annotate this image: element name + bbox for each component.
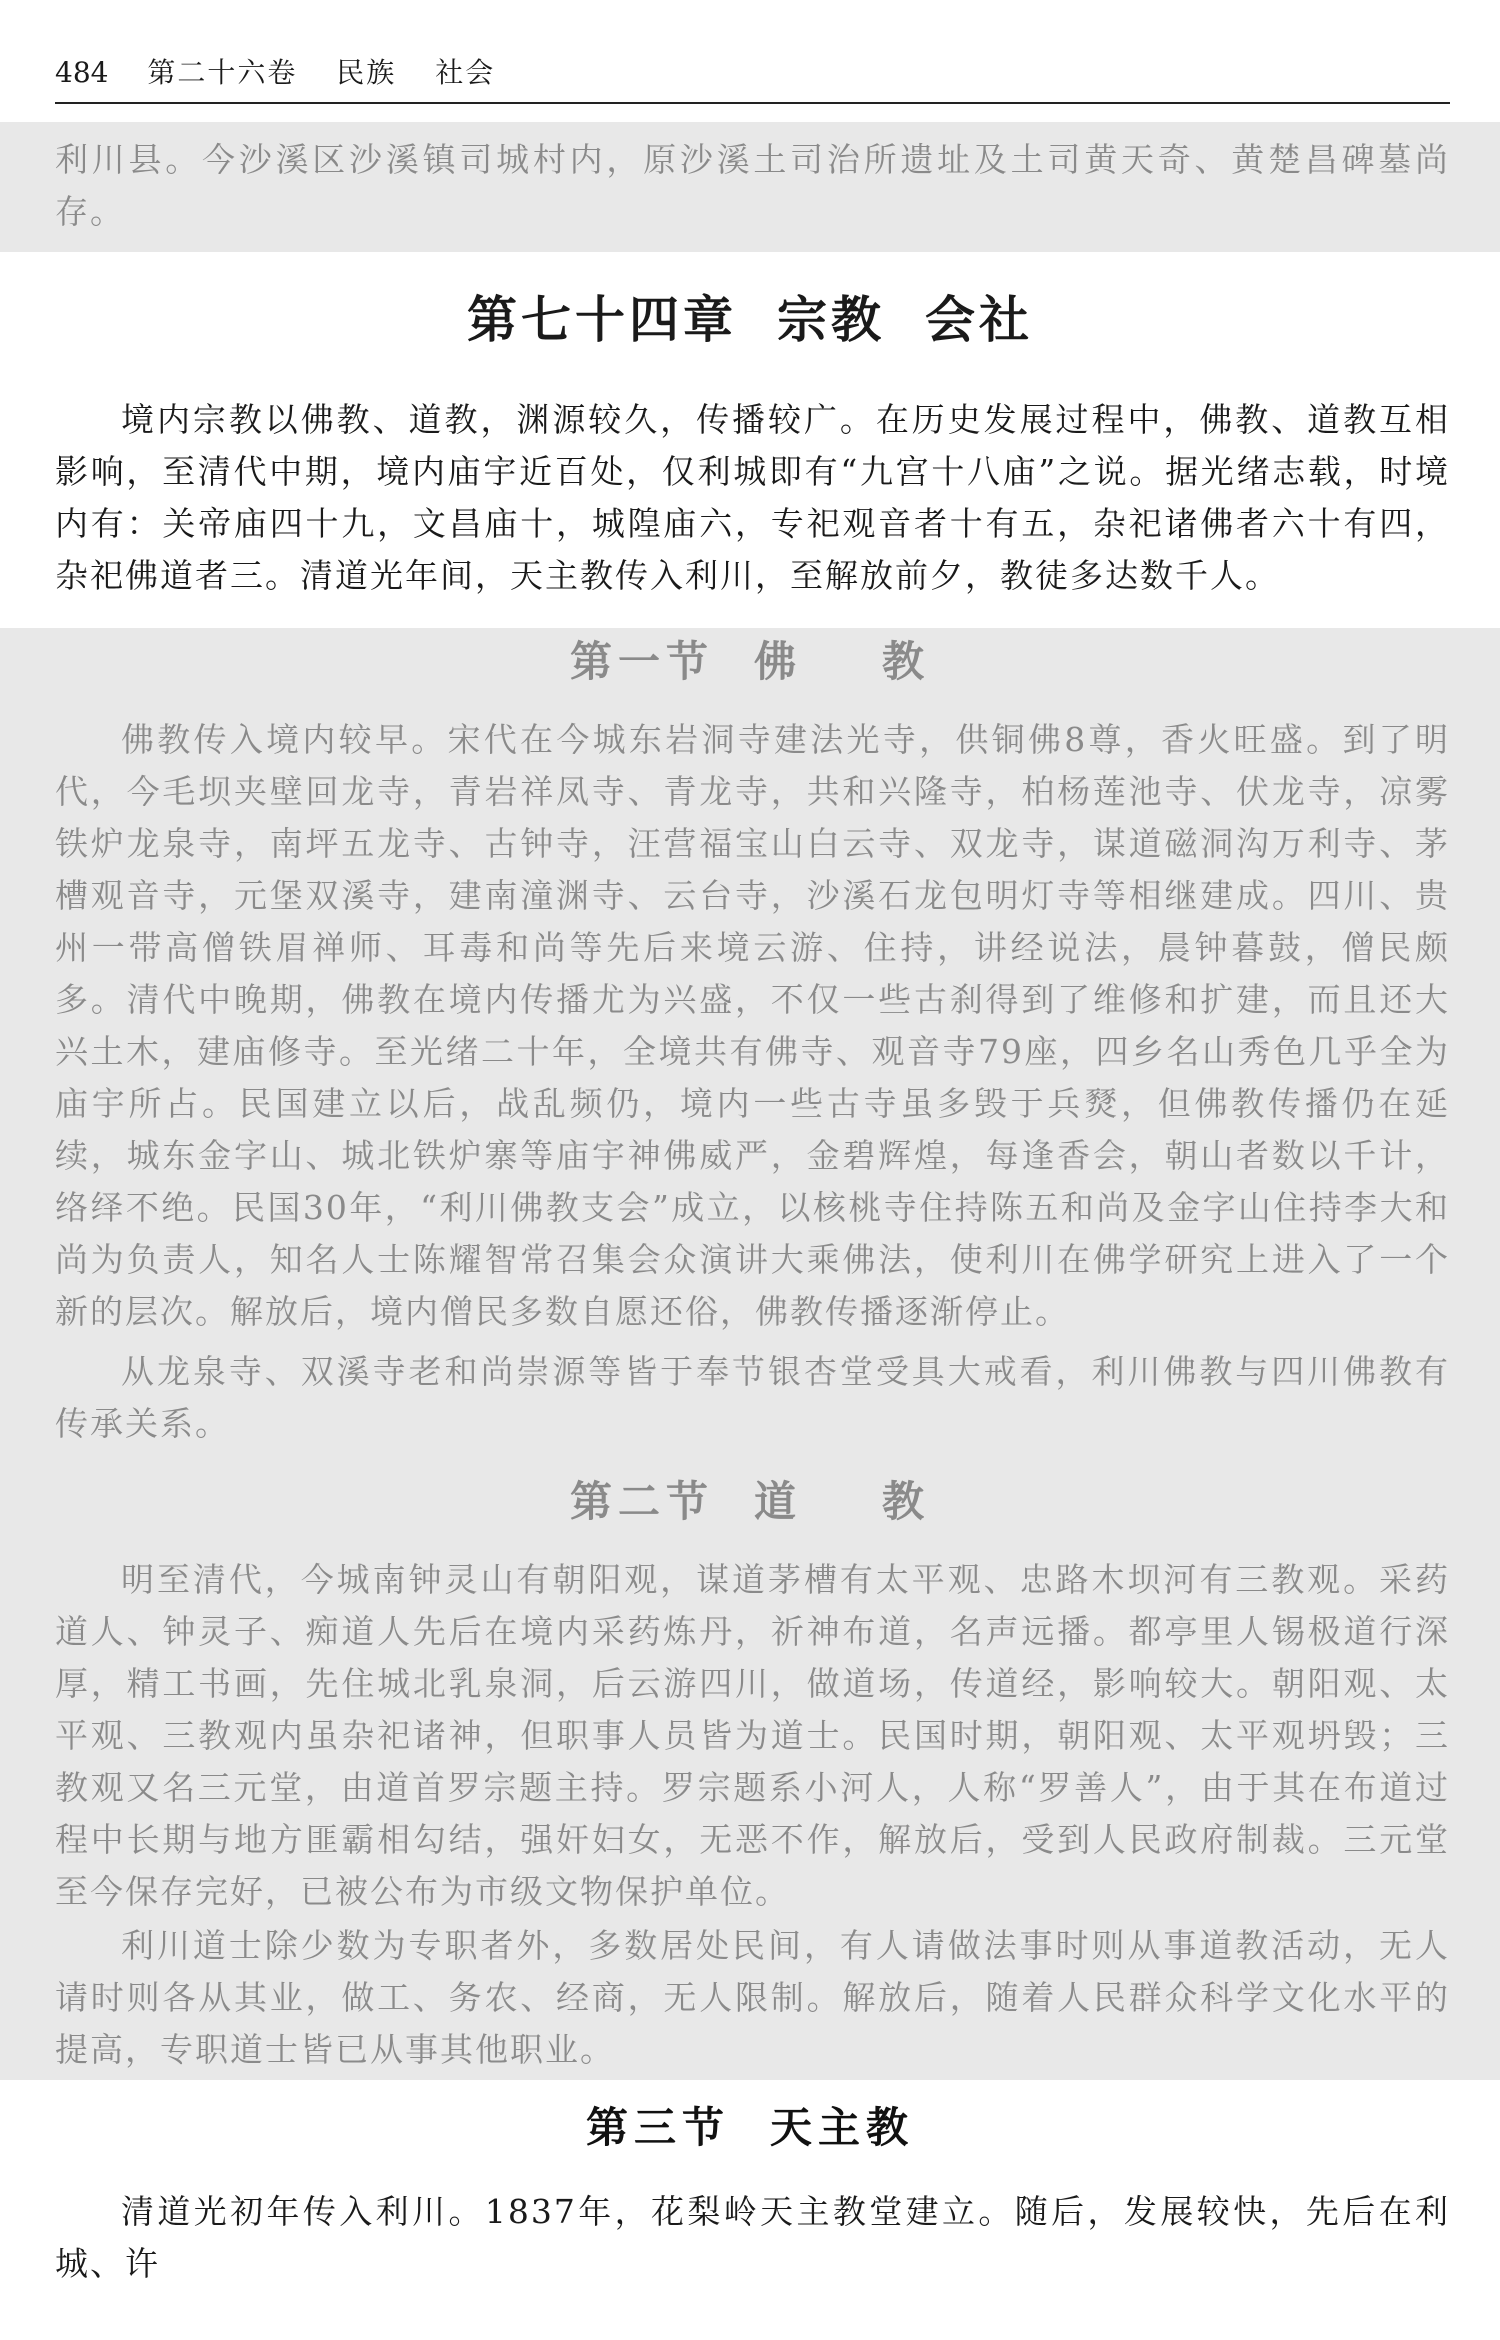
section-3-label: 第三节 (585, 2103, 730, 2152)
section-3-title (0, 2100, 1500, 2156)
volume-label: 第二十六卷 (147, 56, 298, 89)
section-3-paragraph-1: 清道光初年传入利川。1837年，花梨岭天主教堂建立。随后，发展较快，先后在利城、许 (55, 2192, 1450, 2283)
section-2-title (0, 1474, 1500, 1530)
chapter-number: 第七十四章 (467, 291, 737, 349)
chapter-title (0, 288, 1500, 352)
chapter-intro-paragraph: 境内宗教以佛教、道教，渊源较久，传播较广。在历史发展过程中，佛教、道教互相影响，至清代中期，境内庙宇近百处，仅利城即有“九宫十八庙”之说。据光绪志载，时境内有：关帝庙四十九，文昌庙十，城隍庙六，专祀观音者十有五，杂祀诸佛者六十有四，杂祀佛道者三。清道光年间，天主教传入利川，至解放前夕，教徒多达数千人。 (55, 400, 1450, 595)
section-2-title-char-1: 道 (753, 1477, 802, 1526)
chapter-title-societies: 会社 (925, 291, 1033, 349)
section-2-label: 第二节 (569, 1477, 714, 1526)
section-3-title-text: 天主教 (770, 2103, 915, 2152)
chapter-title-religion: 宗教 (777, 291, 885, 349)
section-1-paragraph-1: 佛教传入境内较早。宋代在今城东岩洞寺建法光寺，供铜佛8尊，香火旺盛。到了明代，今毛坝夹壁回龙寺，青岩祥凤寺、青龙寺，共和兴隆寺，柏杨莲池寺、伏龙寺，凉雾铁炉龙泉寺，南坪五龙寺、古钟寺，汪营福宝山白云寺、双龙寺，谋道磁洞沟万利寺、茅槽观音寺，元堡双溪寺，建南潼渊寺、云台寺，沙溪石龙包明灯寺等相继建成。四川、贵州一带高僧铁眉禅师、耳毒和尚等先后来境云游、住持，讲经说法，晨钟暮鼓，僧民颇多。清代中晚期，佛教在境内传播尤为兴盛，不仅一些古刹得到了维修和扩建，而且还大兴土木，建庙修寺。至光绪二十年，全境共有佛寺、观音寺79座，四乡名山秀色几乎全为庙宇所占。民国建立以后，战乱频仍，境内一些古寺虽多毁于兵燹，但佛教传播仍在延续，城东金字山、城北铁炉寨等庙宇神佛威严，金碧辉煌，每逢香会，朝山者数以千计，络绎不绝。民国30年，“利川佛教支会”成立，以核桃寺住持陈五和尚及金字山住持李大和尚为负责人，知名人士陈耀智常召集会众演讲大乘佛法，使利川在佛学研究上进入了一个新的层次。解放后，境内僧民多数自愿还俗，佛教传播逐渐停止。 (55, 720, 1450, 1331)
carryover-paragraph: 利川县。今沙溪区沙溪镇司城村内，原沙溪土司治所遗址及土司黄天奇、黄楚昌碑墓尚存。 (55, 140, 1450, 231)
section-1-label: 第一节 (569, 637, 714, 686)
section-2-title-char-2: 教 (882, 1477, 931, 1526)
section-1-title-char-1: 佛 (753, 637, 802, 686)
page-number: 484 (55, 56, 109, 89)
section-2-paragraph-2: 利川道士除少数为专职者外，多数居处民间，有人请做法事时则从事道教活动，无人请时则各从其业，做工、务农、经商，无人限制。解放后，随着人民群众科学文化水平的提高，专职道士皆已从事其他职业。 (55, 1926, 1450, 2069)
section-1-title (0, 634, 1500, 690)
header-topic-1: 民族 (336, 56, 397, 89)
section-1-paragraph-2: 从龙泉寺、双溪寺老和尚崇源等皆于奉节银杏堂受具大戒看，利川佛教与四川佛教有传承关系。 (55, 1352, 1450, 1443)
header-topic-2: 社会 (435, 56, 496, 89)
section-1-title-char-2: 教 (882, 637, 931, 686)
running-header (55, 50, 1450, 96)
header-rule (55, 102, 1450, 104)
section-2-paragraph-1: 明至清代，今城南钟灵山有朝阳观，谋道茅槽有太平观、忠路木坝河有三教观。采药道人、钟灵子、痴道人先后在境内采药炼丹，祈神布道，名声远播。都亭里人锡极道行深厚，精工书画，先住城北乳泉洞，后云游四川，做道场，传道经，影响较大。朝阳观、太平观、三教观内虽杂祀诸神，但职事人员皆为道士。民国时期，朝阳观、太平观坍毁；三教观又名三元堂，由道首罗宗题主持。罗宗题系小河人，人称“罗善人”，由于其在布道过程中长期与地方匪霸相勾结，强奸妇女，无恶不作，解放后，受到人民政府制裁。三元堂至今保存完好，已被公布为市级文物保护单位。 (55, 1560, 1450, 1911)
